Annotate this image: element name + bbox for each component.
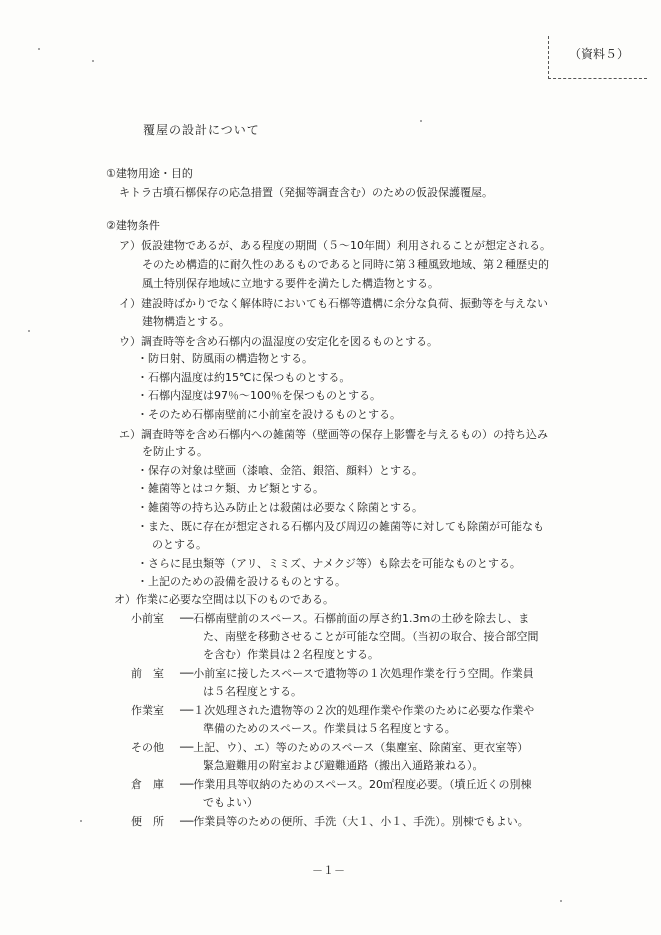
condition-o-line1: オ）作業に必要な空間は以下のものである。 (114, 593, 334, 606)
condition-u-line1: ウ）調査時等を含め石槨内の温湿度の安定化を図るものとする。 (119, 335, 438, 348)
space-label-toilet: 便 所 (131, 815, 164, 828)
condition-a-line1: ア）仮設建物であるが、ある程度の期間（５～10年間）利用されることが想定される。 (119, 239, 551, 252)
space-label-antechamber: 前 室 (131, 667, 164, 680)
space-desc-antechamber-2: は５名程度とする。 (203, 685, 302, 698)
section2-heading: ②建物条件 (106, 219, 160, 232)
space-label-storage: 倉 庫 (131, 778, 164, 791)
space-desc-other-2: 緊急避難用の附室および避難通路（搬出入通路兼ねる）。 (203, 759, 484, 772)
condition-u-bullet3: ・石槨内湿度は97％～100％を保つものとする。 (137, 389, 381, 402)
space-desc-workroom-1: ──１次処理された遺物等の２次的処理作業や作業のために必要な作業や (180, 704, 535, 717)
condition-i-line2: 建物構造とする。 (142, 315, 230, 328)
scan-speck (80, 820, 82, 822)
condition-u-bullet2: ・石槨内温度は約15℃に保つものとする。 (137, 371, 351, 384)
condition-i-line1: イ）建設時ばかりでなく解体時においても石槨等遺構に余分な負荷、振動等を与えない (119, 297, 548, 310)
condition-e-bullet5: ・さらに昆虫類等（アリ、ミミズ、ナメクジ等）も除去を可能なものとする。 (137, 557, 521, 570)
space-desc-workroom-2: 準備のためのスペース。作業員は５名程度とする。 (203, 722, 456, 735)
space-label-workroom: 作業室 (131, 704, 164, 717)
condition-a-line2: そのため構造的に耐久性のあるものであると同時に第３種風致地域、第２種歴史的 (142, 258, 549, 271)
condition-e-line2: を防止する。 (142, 445, 208, 458)
section1-heading: ①建物用途・目的 (106, 167, 193, 180)
condition-e-bullet3: ・雑菌等の持ち込み防止とは殺菌は必要なく除菌とする。 (137, 501, 423, 514)
space-desc-storage-2: でもよい） (203, 796, 258, 809)
space-desc-small-antechamber-2: た、南壁を移動させることが可能な空間。（当初の取合、接合部空間 (203, 630, 539, 643)
condition-e-bullet4-cont: のとする。 (152, 538, 207, 551)
condition-e-bullet1: ・保存の対象は壁画（漆喰、金箔、銀箔、顔料）とする。 (137, 464, 423, 477)
condition-e-bullet6: ・上記のための設備を設けるものとする。 (137, 575, 346, 588)
material-number-label: （資料５） (569, 47, 630, 61)
page-number: －１－ (312, 864, 345, 877)
condition-a-line3: 風土特別保存地域に立地する要件を満たした構造物とする。 (142, 277, 439, 290)
condition-e-bullet2: ・雑菌等とはコケ類、カビ類とする。 (137, 482, 324, 495)
condition-e-bullet4: ・また、既に存在が想定される石槨内及び周辺の雑菌等に対しても除菌が可能なも (137, 520, 544, 533)
scan-speck (28, 330, 30, 332)
page-title: 覆屋の設計について (143, 123, 260, 137)
section1-body: キトラ古墳石槨保存の応急措置（発掘等調査含む）のための仮設保護覆屋。 (119, 186, 493, 199)
space-desc-toilet-1: ──作業員等のための便所、手洗（大１、小１、手洗）。別棟でもよい。 (180, 815, 529, 828)
condition-e-line1: エ）調査時等を含め石槨内への雑菌等（壁画等の保存上影響を与えるもの）の持ち込み (119, 428, 548, 441)
space-desc-other-1: ──上記、ウ）、エ）等のためのスペース（集塵室、除菌室、更衣室等） (180, 741, 529, 754)
scan-speck (92, 60, 94, 62)
space-desc-antechamber-1: ──小前室に接したスペースで遺物等の１次処理作業を行う空間。作業員 (180, 667, 534, 680)
space-desc-storage-1: ──作業用具等収納のためのスペース。20㎡程度必要。（墳丘近くの別棟 (180, 778, 532, 791)
scan-speck (420, 120, 422, 122)
scan-speck (38, 48, 40, 50)
condition-u-bullet1: ・防日射、防風雨の構造物とする。 (137, 352, 313, 365)
space-label-other: その他 (131, 741, 164, 754)
space-label-small-antechamber: 小前室 (131, 612, 164, 625)
material-stamp-box (548, 36, 647, 79)
space-desc-small-antechamber-3: を含む）作業員は２名程度とする。 (203, 648, 379, 661)
space-desc-small-antechamber-1: ──石槨南壁前のスペース。石槨前面の厚さ約1.3mの土砂を除去し、ま (180, 612, 530, 625)
condition-u-bullet4: ・そのため石槨南壁前に小前室を設けるものとする。 (137, 408, 401, 421)
scan-speck (560, 900, 562, 902)
